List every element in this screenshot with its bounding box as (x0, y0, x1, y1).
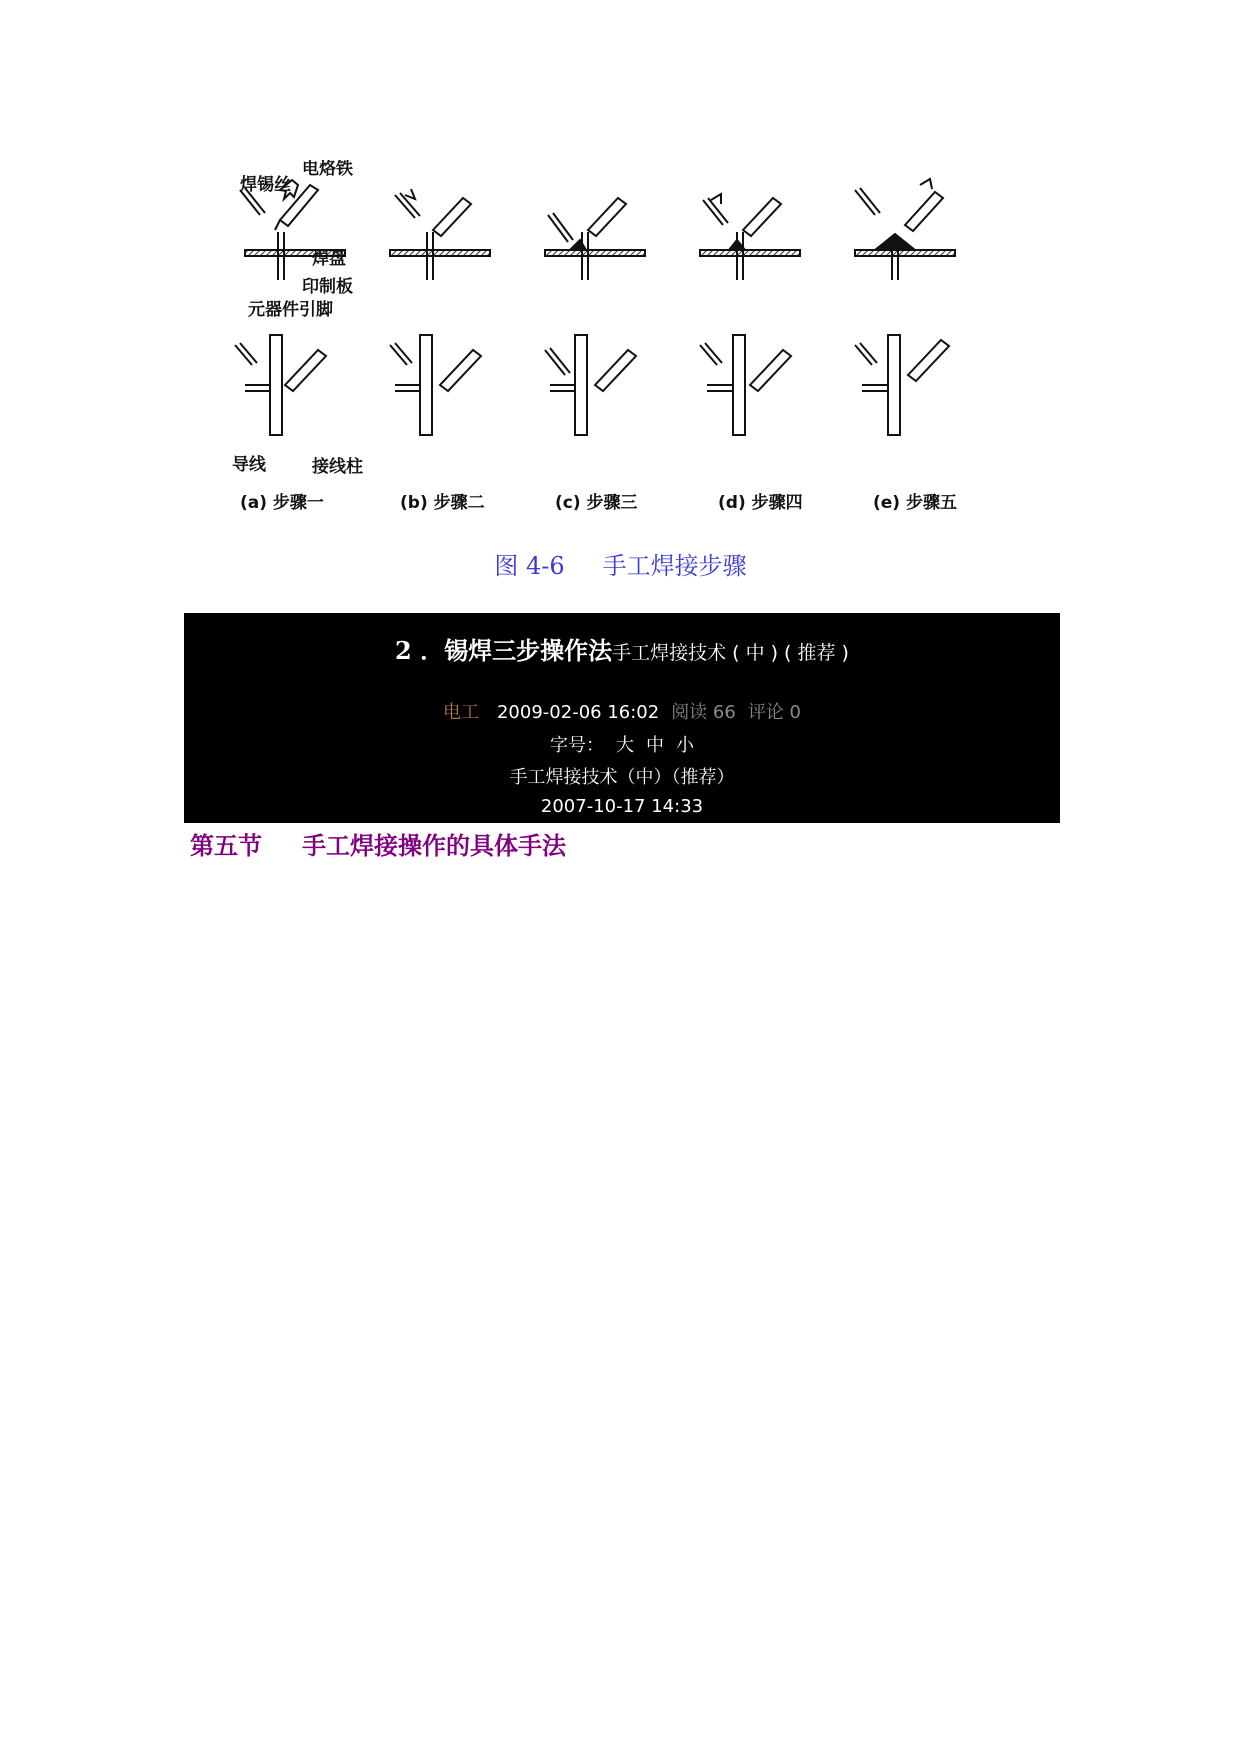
step-label-4: (d) 步骤四 (718, 493, 803, 513)
section-heading (190, 826, 566, 861)
font-size-medium[interactable]: 中 (646, 735, 664, 756)
font-size-small[interactable]: 小 (676, 735, 694, 756)
label-wire: 导线 (232, 455, 266, 475)
font-size-label: 字号： (550, 735, 604, 756)
label-terminal: 接线柱 (312, 457, 363, 477)
post-datetime: 2009-02-06 16:02 (496, 702, 660, 723)
post-meta (184, 698, 1060, 724)
figure-caption (0, 546, 1241, 581)
font-size-large[interactable]: 大 (616, 735, 634, 756)
label-pcb: 印制板 (302, 277, 353, 297)
blog-post-header (184, 613, 1060, 823)
step-label-5: (e) 步骤五 (873, 493, 957, 513)
post-title (184, 631, 1060, 666)
post-original-date: 2007-10-17 14:33 (540, 796, 704, 817)
label-solder-wire: 焊锡丝 (240, 175, 291, 195)
step-label-3: (c) 步骤三 (555, 493, 638, 513)
step-label-2: (b) 步骤二 (400, 493, 485, 513)
soldering-steps-figure (230, 160, 1010, 530)
caption-text: 手工焊接步骤 (602, 552, 747, 580)
read-count: 阅读 66 (671, 702, 736, 723)
font-size-controls (184, 731, 1060, 757)
post-title-main: 2 ．锡焊三步操作法 (395, 636, 613, 665)
caption-number: 图 4-6 (494, 552, 565, 580)
section-title: 手工焊接操作的具体手法 (302, 831, 566, 860)
post-title-suffix: 手工焊接技术 ( 中 ) ( 推荐 ) (612, 642, 849, 664)
comment-count[interactable]: 评论 0 (747, 702, 802, 723)
author-link[interactable]: 电工 (442, 702, 479, 723)
label-pad: 焊盘 (312, 249, 346, 269)
label-lead: 元器件引脚 (248, 300, 333, 320)
step-label-1: (a) 步骤一 (240, 493, 324, 513)
label-iron: 电烙铁 (302, 160, 353, 179)
section-number: 第五节 (190, 831, 262, 860)
soldering-steps-diagram (230, 160, 1010, 530)
post-subtitle: 手工焊接技术（中）（推荐） (509, 767, 735, 788)
